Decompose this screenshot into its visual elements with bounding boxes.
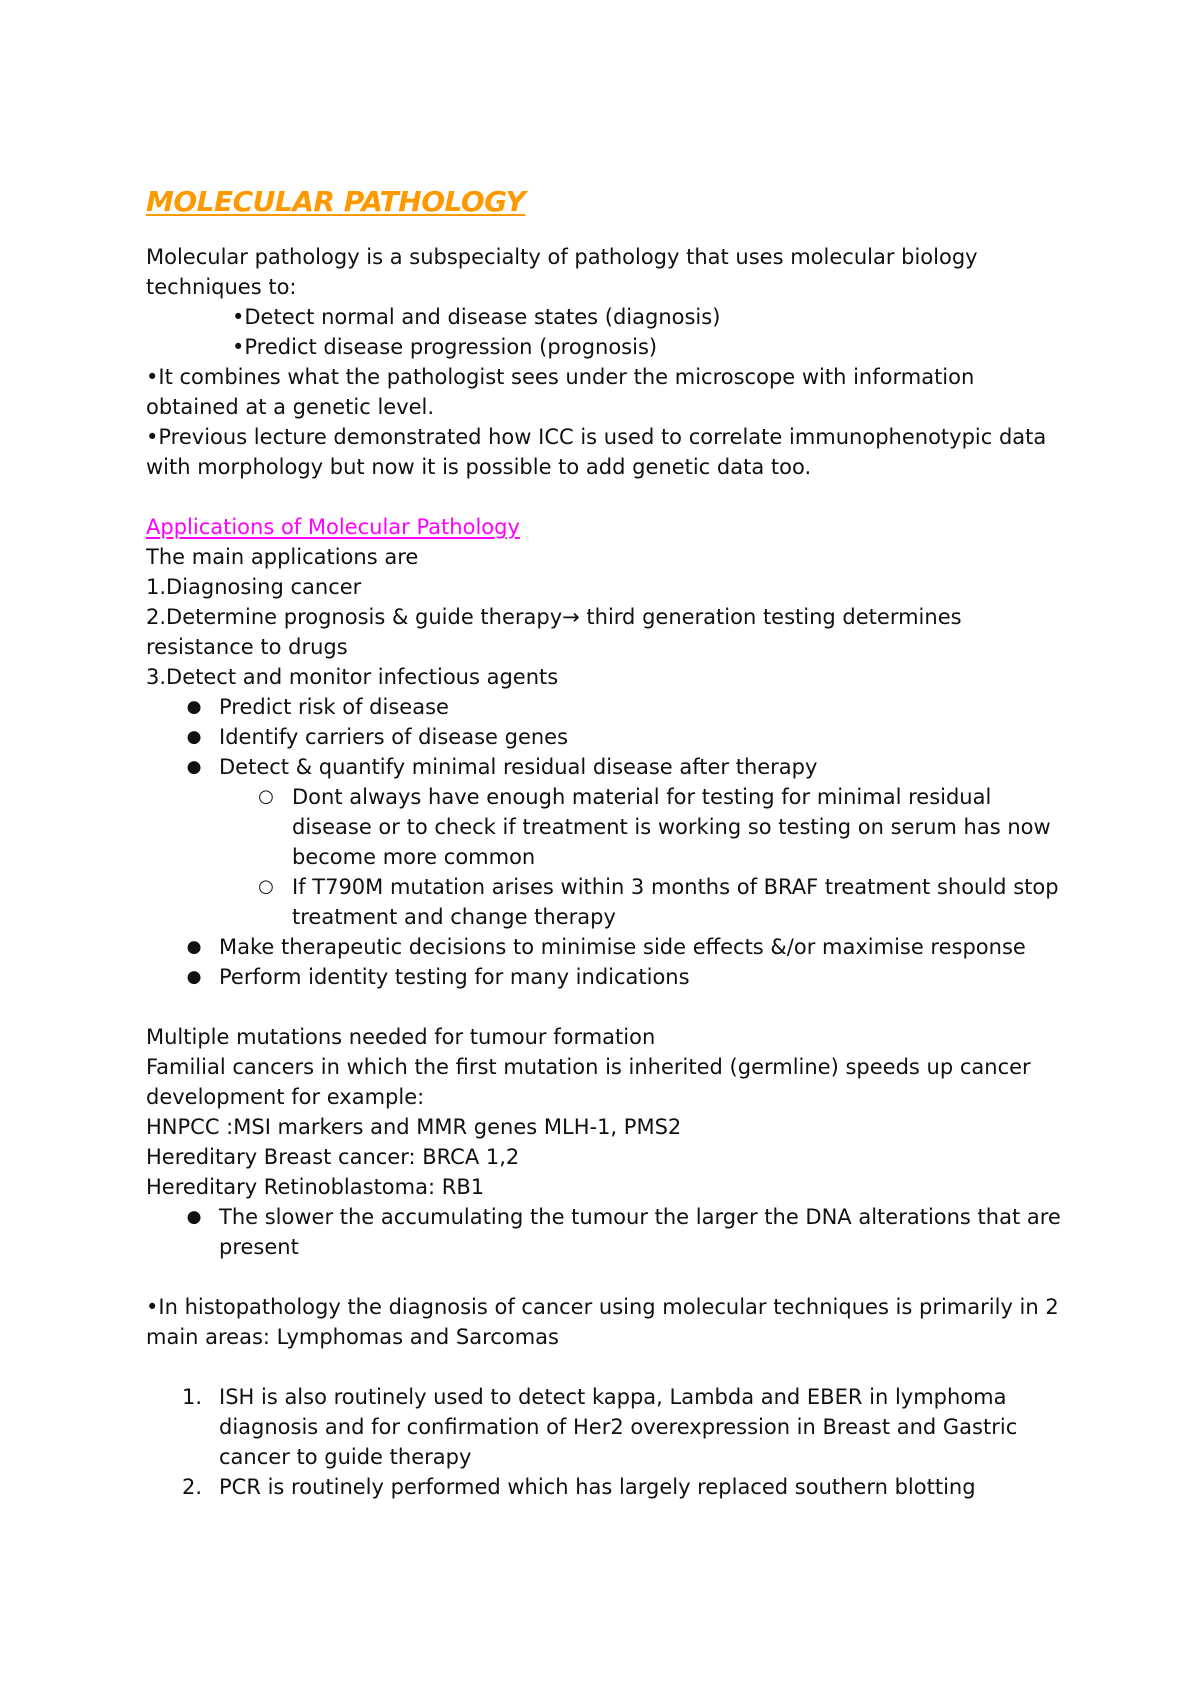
list-item bbox=[146, 872, 1066, 932]
mutations-line: Multiple mutations needed for tumour formation bbox=[146, 1025, 656, 1049]
applications-numbered-item: 1.Diagnosing cancer bbox=[146, 575, 362, 599]
mutations-line: Hereditary Breast cancer: BRCA 1,2 bbox=[146, 1145, 520, 1169]
bullet-dot-icon: ● bbox=[186, 967, 202, 987]
applications-lead: The main applications are bbox=[146, 545, 419, 569]
bullet-dot-icon: ● bbox=[186, 1207, 202, 1227]
histopathology-numbered-list bbox=[146, 1382, 1066, 1502]
numbered-text: PCR is routinely performed which has largely replaced southern blotting bbox=[219, 1475, 976, 1499]
intro-sub-item: •Detect normal and disease states (diagnosis) bbox=[232, 305, 721, 329]
list-item bbox=[146, 932, 1066, 962]
histopathology-point: •In histopathology the diagnosis of cancer using molecular techniques is primarily in 2 main areas: Lymphomas and Sarcomas bbox=[146, 1295, 1059, 1349]
list-item bbox=[146, 1202, 1066, 1262]
applications-bullet-list bbox=[146, 692, 1066, 782]
mutations-line: Hereditary Retinoblastoma: RB1 bbox=[146, 1175, 485, 1199]
bullet-text: Perform identity testing for many indications bbox=[219, 965, 690, 989]
applications-bullet-list-continued bbox=[146, 932, 1066, 992]
intro-line: Molecular pathology is a subspecialty of pathology that uses molecular biology techniques to: bbox=[146, 245, 978, 299]
list-number: 1. bbox=[182, 1385, 203, 1409]
bullet-dot-icon: ● bbox=[186, 727, 202, 747]
list-item bbox=[146, 962, 1066, 992]
intro-point: •It combines what the pathologist sees under the microscope with information obtained at a genetic level. bbox=[146, 365, 975, 419]
applications-numbered-item: 2.Determine prognosis & guide therapy→ third generation testing determines resistance to drugs bbox=[146, 605, 962, 659]
bullet-text: Predict risk of disease bbox=[219, 695, 449, 719]
section-heading-applications: Applications of Molecular Pathology bbox=[146, 515, 520, 539]
bullet-circle-icon: ○ bbox=[258, 786, 274, 807]
sub-bullet-text: If T790M mutation arises within 3 months of BRAF treatment should stop treatment and change therapy bbox=[292, 875, 1059, 929]
list-item bbox=[146, 782, 1066, 872]
bullet-text: The slower the accumulating the tumour the larger the DNA alterations that are present bbox=[219, 1205, 1061, 1259]
bullet-dot-icon: ● bbox=[186, 697, 202, 717]
list-number: 2. bbox=[182, 1475, 203, 1499]
list-item bbox=[146, 1472, 1066, 1502]
mutations-line: HNPCC :MSI markers and MMR genes MLH-1, PMS2 bbox=[146, 1115, 682, 1139]
applications-numbered-item: 3.Detect and monitor infectious agents bbox=[146, 665, 559, 689]
list-item bbox=[146, 1382, 1066, 1472]
spacer bbox=[146, 992, 1066, 1022]
spacer bbox=[146, 1262, 1066, 1292]
spacer bbox=[146, 1352, 1066, 1382]
intro-sub-item: •Predict disease progression (prognosis) bbox=[232, 335, 658, 359]
bullet-dot-icon: ● bbox=[186, 937, 202, 957]
numbered-text: ISH is also routinely used to detect kappa, Lambda and EBER in lymphoma diagnosis and for confirmation of Her2 overexpression in Breast and Gastric cancer to guide therapy bbox=[219, 1385, 1018, 1469]
bullet-text: Detect & quantify minimal residual disease after therapy bbox=[219, 755, 818, 779]
applications-sub-bullet-list bbox=[146, 782, 1066, 932]
bullet-text: Make therapeutic decisions to minimise side effects &/or maximise response bbox=[219, 935, 1026, 959]
spacer bbox=[146, 482, 1066, 512]
list-item bbox=[146, 722, 1066, 752]
list-item bbox=[146, 752, 1066, 782]
intro-point: •Previous lecture demonstrated how ICC is used to correlate immunophenotypic data with morphology but now it is possible to add genetic data too. bbox=[146, 425, 1047, 479]
bullet-dot-icon: ● bbox=[186, 757, 202, 777]
bullet-text: Identify carriers of disease genes bbox=[219, 725, 569, 749]
list-item bbox=[146, 692, 1066, 722]
bullet-circle-icon: ○ bbox=[258, 876, 274, 897]
page-title: MOLECULAR PATHOLOGY bbox=[146, 185, 526, 218]
document-body bbox=[146, 182, 1066, 1502]
mutations-line: Familial cancers in which the first mutation is inherited (germline) speeds up cancer development for example: bbox=[146, 1055, 1031, 1109]
mutations-bullet-list bbox=[146, 1202, 1066, 1262]
sub-bullet-text: Dont always have enough material for testing for minimal residual disease or to check if treatment is working so testing on serum has now become more common bbox=[292, 785, 1051, 869]
